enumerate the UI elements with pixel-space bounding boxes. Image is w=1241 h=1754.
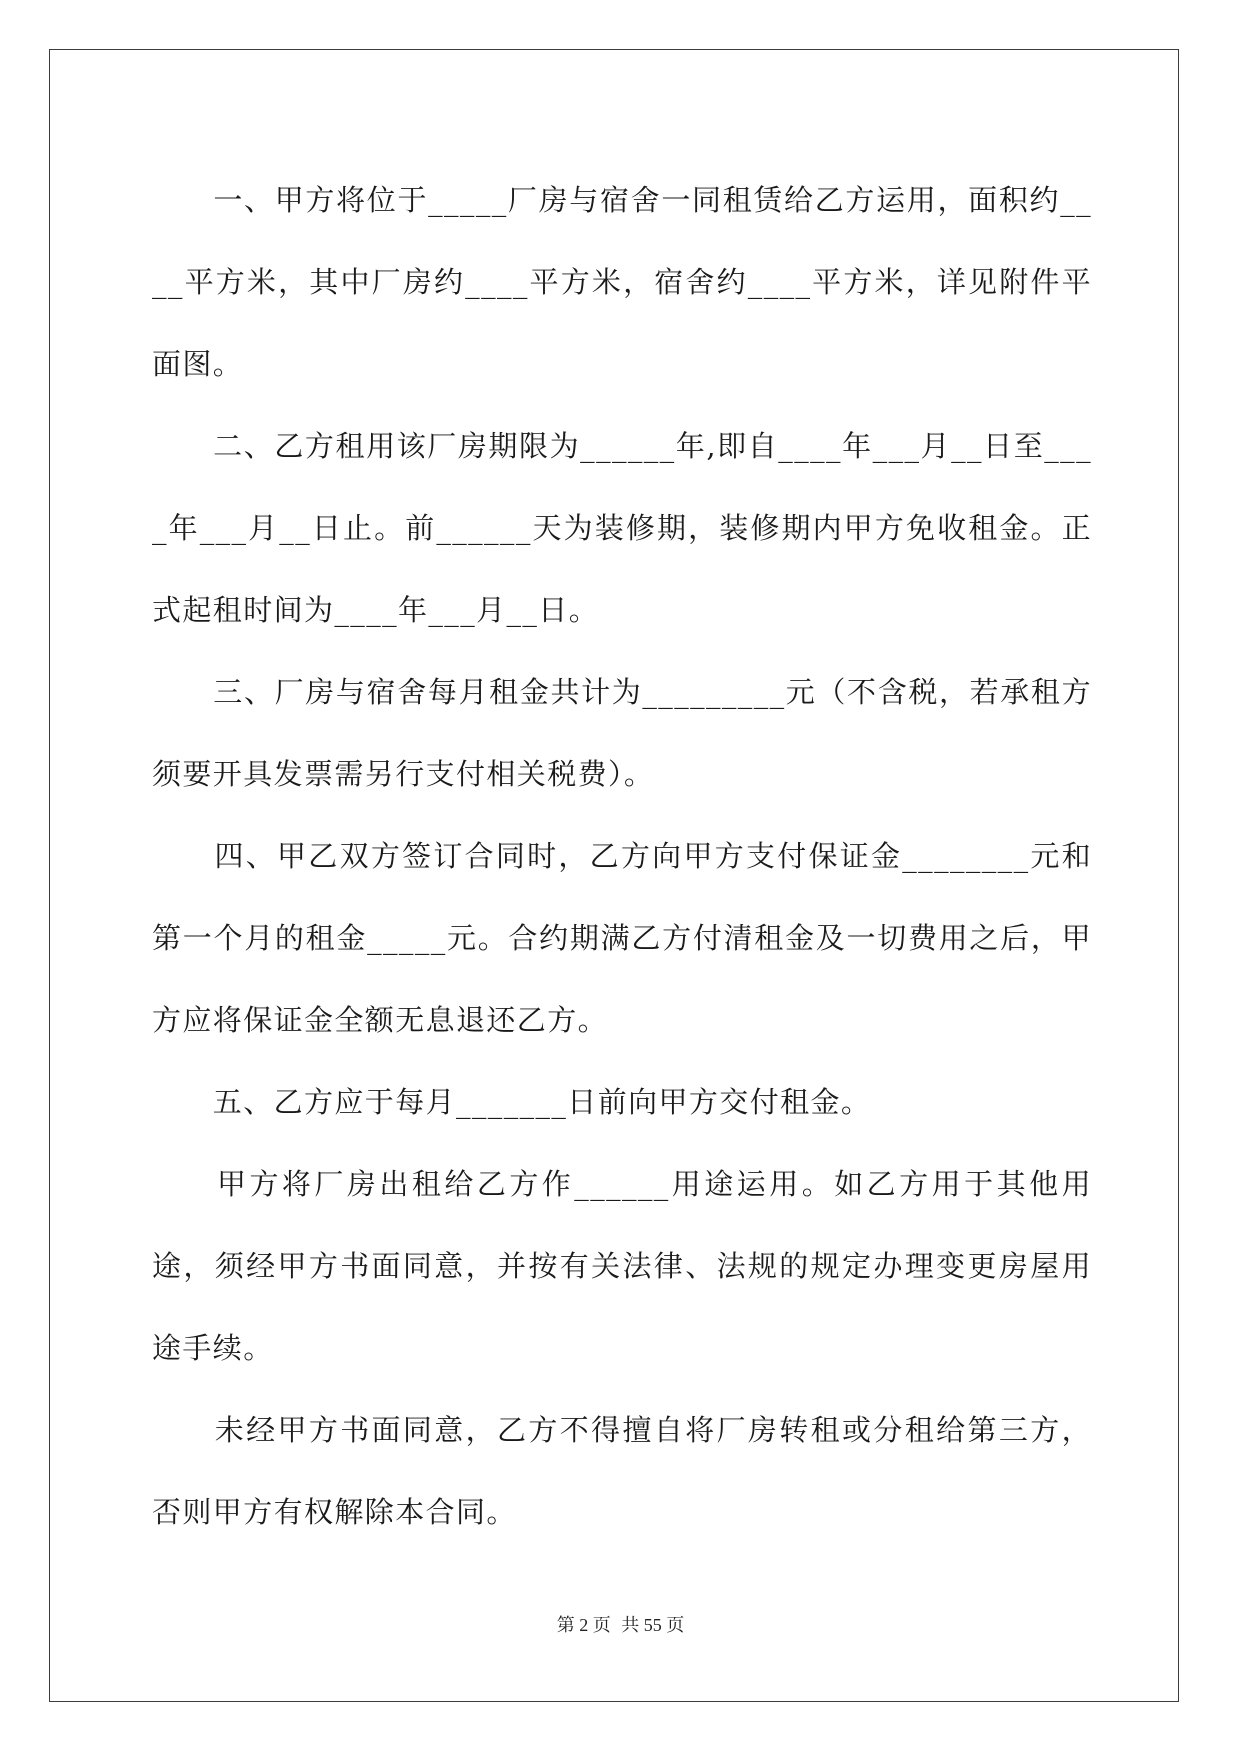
paragraph-3: 三、厂房与宿舍每月租金共计为_________元（不含税，若承租方须要开具发票需另行支付相关税费）。 bbox=[152, 675, 1092, 791]
paragraph-5: 五、乙方应于每月_______日前向甲方交付租金。 bbox=[152, 1085, 872, 1119]
page-footer bbox=[0, 1611, 1241, 1637]
paragraph-1: 一、甲方将位于_____厂房与宿舍一同租赁给乙方运用，面积约____平方米，其中厂房约____平方米，宿舍约____平方米，详见附件平面图。 bbox=[152, 183, 1092, 381]
paragraph-7: 未经甲方书面同意，乙方不得擅自将厂房转租或分租给第三方，否则甲方有权解除本合同。 bbox=[152, 1413, 1092, 1529]
page-total: 共 55 页 bbox=[621, 1615, 685, 1635]
paragraph-4: 四、甲乙双方签订合同时，乙方向甲方支付保证金________元和第一个月的租金_____元。合约期满乙方付清租金及一切费用之后，甲方应将保证金全额无息退还乙方。 bbox=[152, 839, 1092, 1037]
document-body bbox=[152, 159, 1092, 1553]
paragraph-2: 二、乙方租用该厂房期限为______年,即自____年___月__日至____年___月__日止。前______天为装修期，装修期内甲方免收租金。正式起租时间为____年___月__日。 bbox=[152, 429, 1092, 627]
page-number: 第 2 页 bbox=[556, 1615, 611, 1635]
paragraph-6: 甲方将厂房出租给乙方作______用途运用。如乙方用于其他用途，须经甲方书面同意，并按有关法律、法规的规定办理变更房屋用途手续。 bbox=[152, 1167, 1092, 1365]
